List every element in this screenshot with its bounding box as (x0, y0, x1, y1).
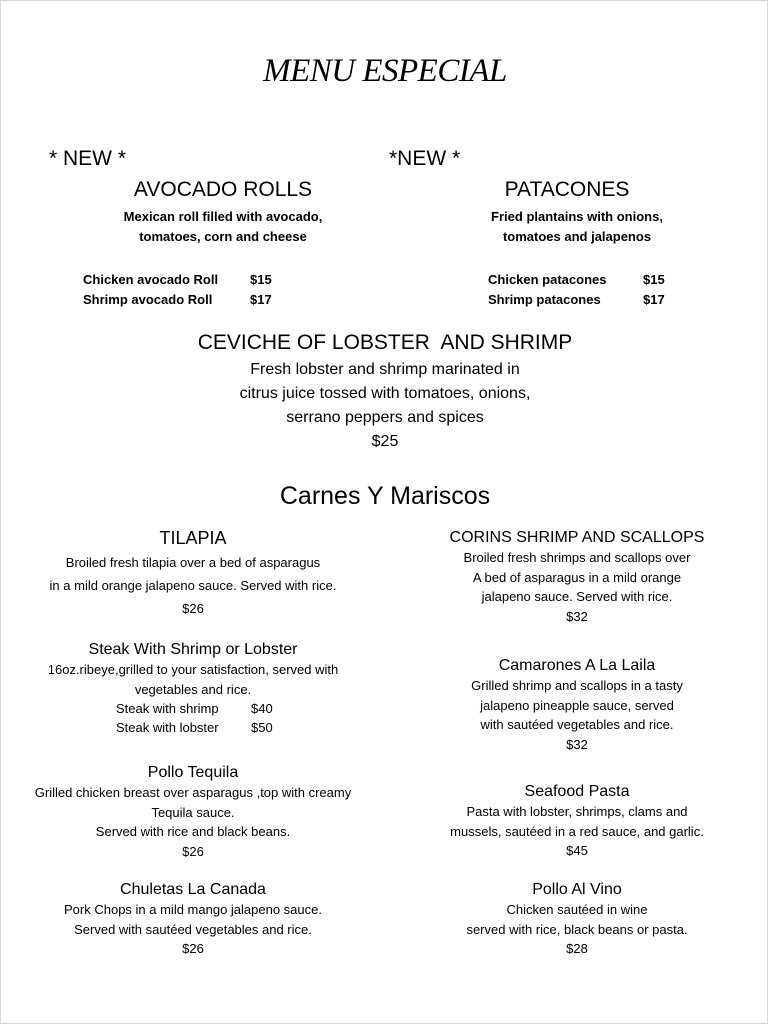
item-description: Broiled fresh tilapia over a bed of asparagus in a mild orange jalapeno sauce. Served with rice. $26 (13, 551, 373, 620)
menu-item-steak (13, 641, 373, 737)
item-title: Steak With Shrimp or Lobster (88, 641, 298, 658)
avocado-rolls-description: Mexican roll filled with avocado, tomatoes, corn and cheese (123, 209, 323, 244)
menu-item-seafood-pasta (397, 783, 757, 861)
option-row: Steak with shrimp $40 (116, 701, 273, 716)
item-price: $26 (182, 843, 204, 859)
item-title: Camarones A La Laila (498, 657, 656, 674)
price-row: Shrimp patacones $17 (488, 292, 665, 307)
menu-item-tilapia (13, 528, 373, 620)
menu-item-pollo-tequila (13, 764, 373, 861)
item-description: Broiled fresh shrimps and scallops over A bed of asparagus in a mild orange jalapeno sauce. Served with rice. $32 (397, 548, 757, 626)
item-title: Chuletas La Canada (120, 881, 266, 898)
item-price: $26 (182, 601, 204, 616)
item-description: 16oz.ribeye,grilled to your satisfaction, served with vegetables and rice. (47, 662, 339, 697)
ceviche-title: CEVICHE OF LOBSTER AND SHRIMP (197, 331, 573, 354)
item-price: $45 (566, 843, 588, 858)
section-title: Carnes Y Mariscos (279, 482, 491, 510)
patacones-title: PATACONES (504, 178, 630, 201)
item-title: Pollo Al Vino (532, 881, 622, 898)
avocado-rolls-title: AVOCADO ROLLS (133, 178, 313, 201)
ceviche-price: $25 (371, 433, 399, 450)
menu-item-corins (397, 529, 757, 626)
patacones-description: Fried plantains with onions, tomatoes and jalapenos (491, 209, 663, 244)
menu-item-camarones (397, 657, 757, 754)
item-description: Pasta with lobster, shrimps, clams and mussels, sautéed in a red sauce, and garlic. $45 (397, 802, 757, 861)
item-description: Grilled chicken breast over asparagus ,top with creamy Tequila sauce. Served with rice and black beans. $26 (13, 783, 373, 861)
menu-item-pollo-al-vino (397, 881, 757, 959)
option-row: Steak with lobster $50 (116, 720, 273, 735)
item-description: Grilled shrimp and scallops in a tasty jalapeno pineapple sauce, served with sautéed vegetables and rice. $32 (397, 676, 757, 754)
menu-item-chuletas (13, 881, 373, 959)
menu-title: MENU ESPECIAL (263, 53, 507, 89)
price-row: Chicken patacones $15 (488, 272, 665, 287)
item-title: TILAPIA (159, 528, 227, 548)
item-title: CORINS SHRIMP AND SCALLOPS (449, 529, 705, 546)
item-price: $26 (182, 941, 204, 956)
item-title: Pollo Tequila (147, 764, 239, 781)
avocado-price-list (83, 270, 283, 310)
new-tag-avocado: * NEW * (49, 147, 127, 170)
price-row: Shrimp avocado Roll $17 (83, 292, 272, 307)
new-tag-patacones: *NEW * (389, 147, 461, 170)
item-price: $32 (566, 736, 588, 752)
item-price: $32 (566, 608, 588, 624)
item-description: Chicken sautéed in wine served with rice, black beans or pasta. $28 (397, 900, 757, 959)
price-row: Chicken avocado Roll $15 (83, 272, 272, 287)
item-price: $28 (566, 941, 588, 956)
item-title: Seafood Pasta (524, 783, 630, 800)
item-description: Pork Chops in a mild mango jalapeno sauce. Served with sautéed vegetables and rice. $26 (13, 900, 373, 959)
ceviche-description: Fresh lobster and shrimp marinated in citrus juice tossed with tomatoes, onions, serrano peppers and spices $25 (135, 358, 635, 454)
patacones-price-list (488, 270, 688, 310)
